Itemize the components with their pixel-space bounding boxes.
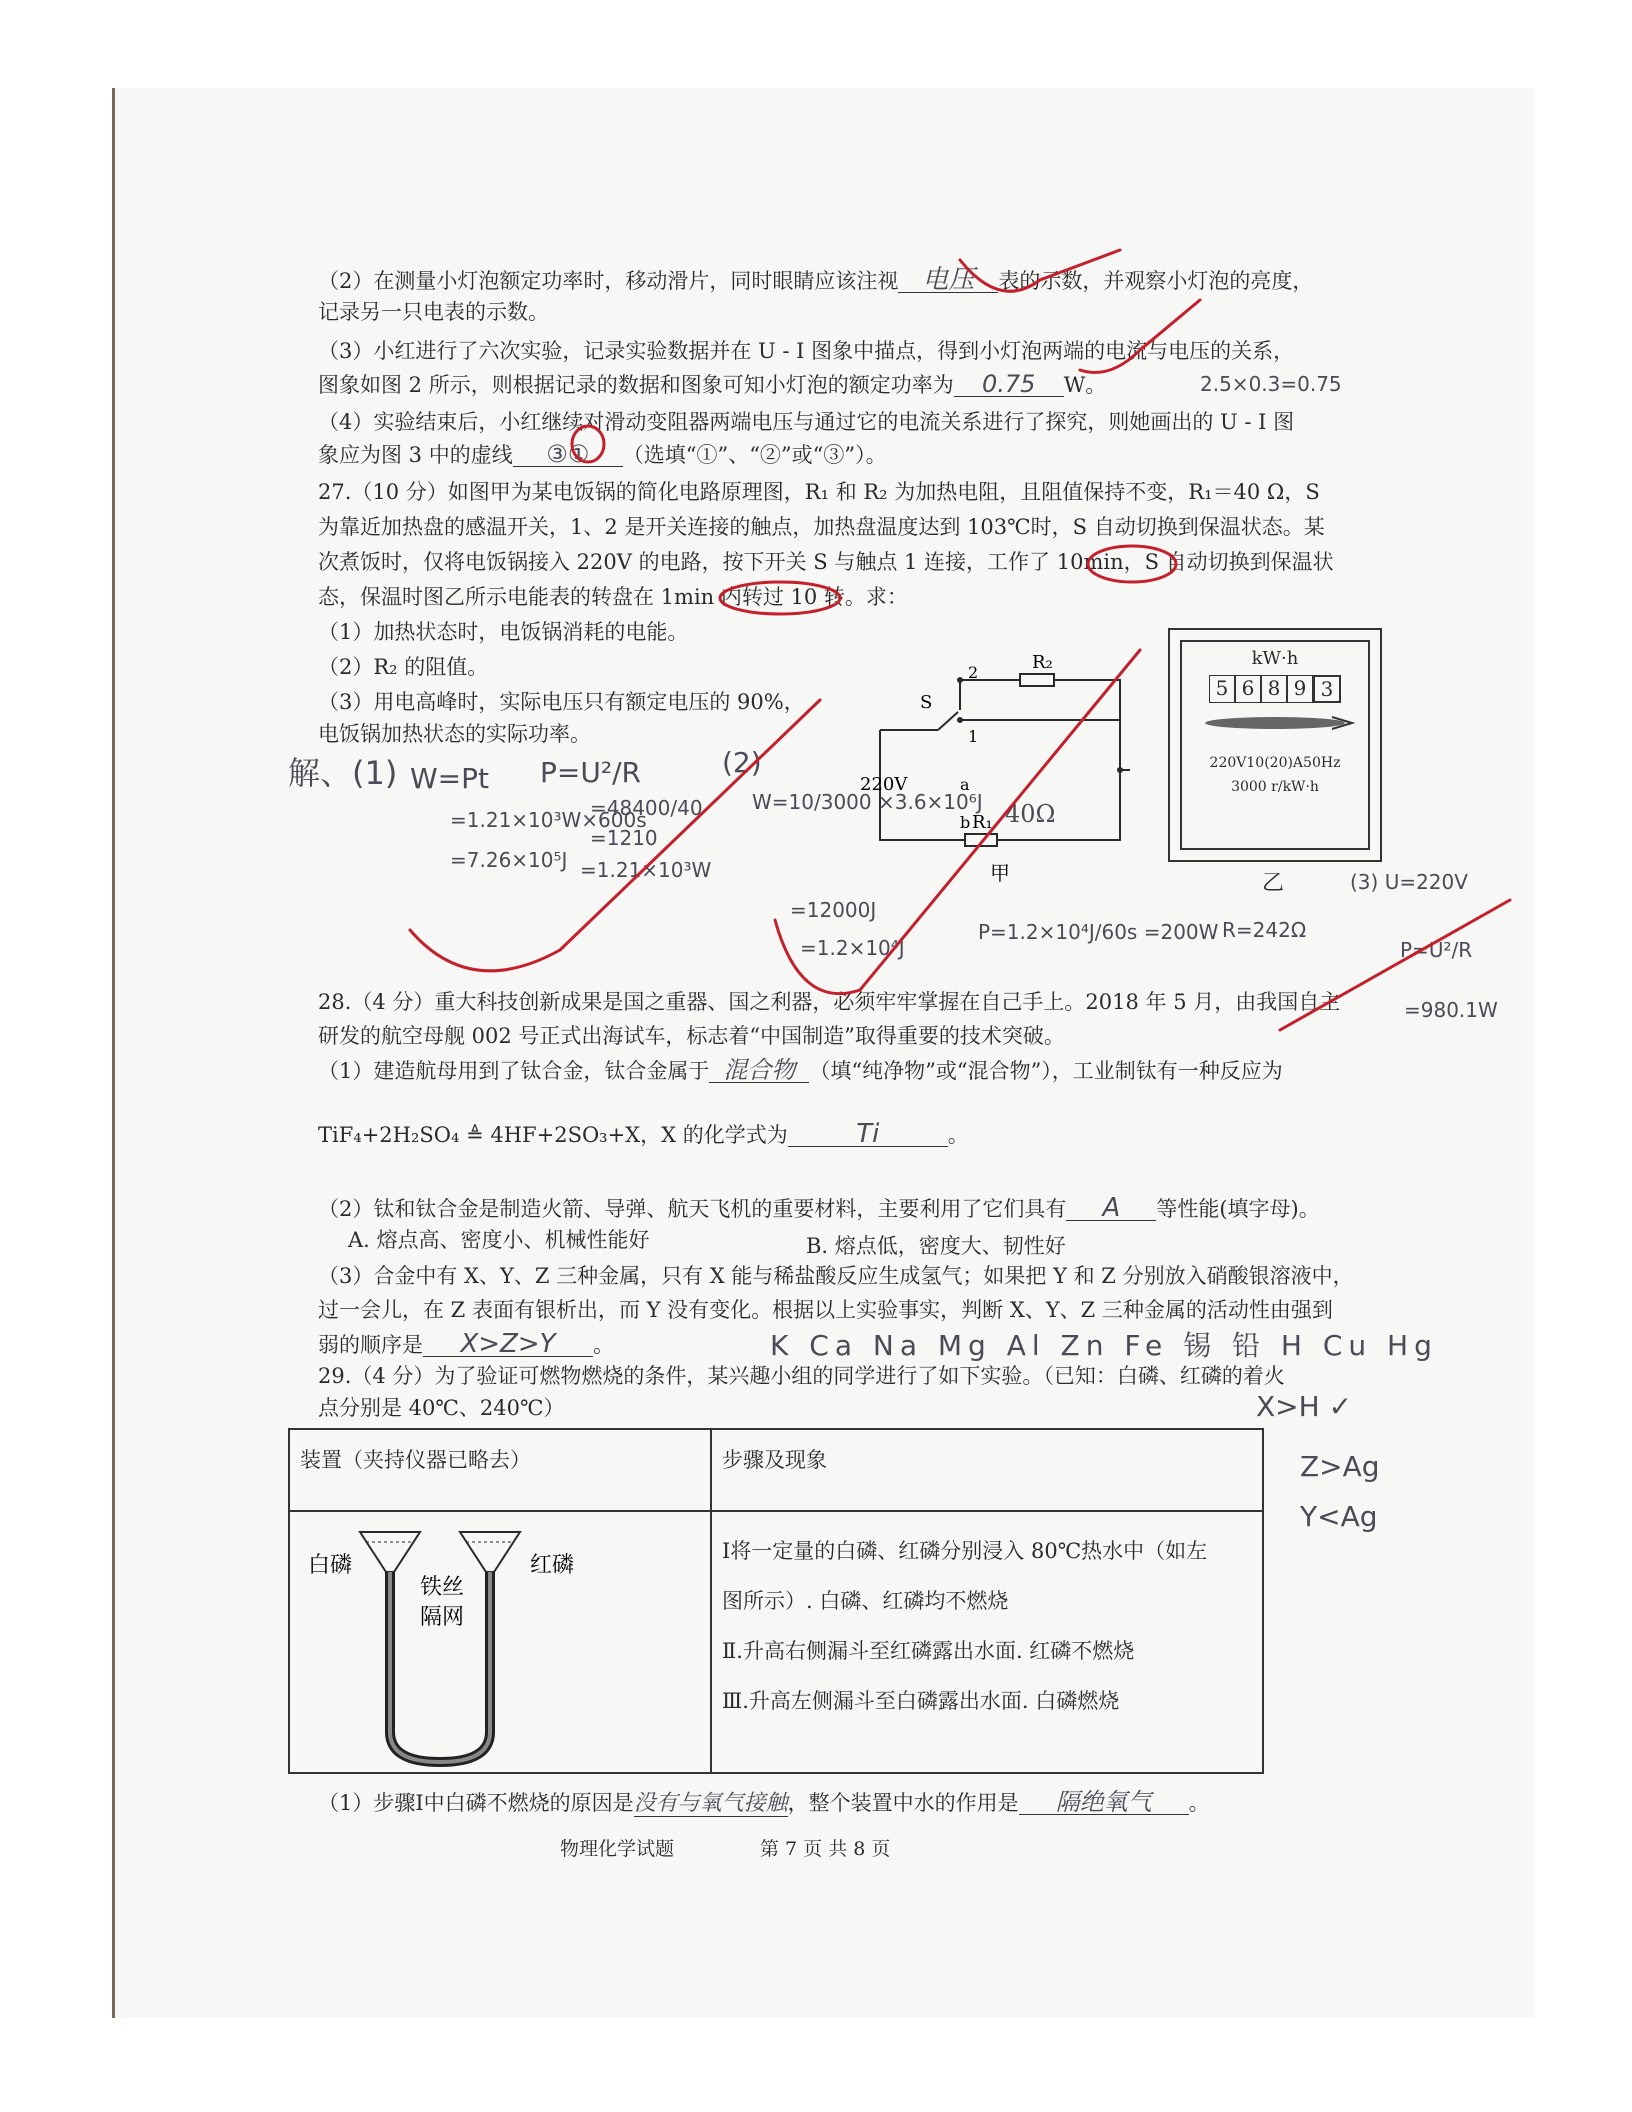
- label-terminal-b: b: [960, 813, 971, 832]
- meter-rate: 3000 r/kW·h: [1231, 779, 1319, 795]
- q28-sub-3-cont: 过一会儿，在 Z 表面有银析出，而 Y 没有变化。根据以上实验事实，判断 X、Y、Z 三种金属的活动性由强到: [318, 1298, 1333, 1322]
- step-3: Ⅲ.升高左侧漏斗至白磷露出水面. 白磷燃烧: [722, 1689, 1120, 1713]
- hw-p1a: =48400/40: [590, 796, 703, 820]
- hw-p1b: =1210: [590, 826, 658, 850]
- label-mesh: 隔网: [420, 1605, 465, 1630]
- hw-p3a: =980.1W: [1404, 998, 1498, 1022]
- q26-part3: （3）小红进行了六次实验，记录实验数据并在 U - I 图象中描点，得到小灯泡两端的电流与电压的关系，: [318, 339, 1295, 363]
- label-red-phosphorus: 红磷: [530, 1553, 575, 1578]
- q26-answer-3: 0.75: [954, 372, 1064, 397]
- hw-n2: (2): [722, 746, 762, 779]
- q27-stem-1: 27.（10 分）如图甲为某电饭锅的简化电路原理图，R₁ 和 R₂ 为加热电阻，且阻值保持不变，R₁＝40 Ω，S: [318, 480, 1320, 504]
- meter-digit: 9: [1287, 675, 1313, 703]
- q29-answer-1: 没有与氧气接触: [633, 1791, 788, 1816]
- hw-w2b: =1.2×10⁴J: [800, 936, 905, 960]
- label-contact-2: 2: [968, 663, 979, 682]
- label-white-phosphorus: 白磷: [308, 1553, 353, 1578]
- hw-side-2: Z>Ag: [1300, 1450, 1380, 1483]
- hw-w1b: =7.26×10⁵J: [450, 848, 568, 872]
- meter-digit: 6: [1235, 675, 1261, 703]
- label-r2: R₂: [1032, 652, 1053, 673]
- label-contact-1: 1: [968, 727, 979, 746]
- hw-w2a: =12000J: [790, 898, 877, 922]
- meter-digit: 8: [1261, 675, 1287, 703]
- hw-p2: P=1.2×10⁴J/60s =200W: [978, 920, 1219, 944]
- electric-meter-frame: [1168, 628, 1382, 862]
- meter-digit: 5: [1209, 675, 1235, 703]
- q29-stem-2: 点分别是 40℃、240℃）: [318, 1396, 565, 1420]
- q26-part4-cont: 象应为图 3 中的虚线 ③① （选填“①”、“②”或“③”）。: [318, 440, 887, 468]
- meter-disc-icon: [1182, 703, 1368, 743]
- table-header-apparatus: 装置（夹持仪器已略去）: [289, 1429, 711, 1511]
- label-switch: S: [920, 692, 933, 713]
- q29-sub-1: （1）步骤Ⅰ中白磷不燃烧的原因是没有与氧气接触，整个装置中水的作用是 隔绝氧气 。: [318, 1788, 1210, 1816]
- q28-sub-1: （1）建造航母用到了钛合金，钛合金属于 混合物 （填“纯净物”或“混合物”），工业制钛有一种反应为: [318, 1056, 1283, 1084]
- q28-equation: TiF₄+2H₂SO₄ ≜ 4HF+2SO₃+X，X 的化学式为 Ti 。: [318, 1119, 969, 1149]
- step-1-cont: 图所示）. 白磷、红磷均不燃烧: [722, 1589, 1009, 1613]
- footer-page-number: 第 7 页 共 8 页: [760, 1838, 891, 1860]
- table-header-steps: 步骤及现象: [711, 1429, 1263, 1511]
- step-1: Ⅰ将一定量的白磷、红磷分别浸入 80℃热水中（如左: [722, 1539, 1208, 1563]
- q29-answer-2: 隔绝氧气: [1019, 1790, 1189, 1815]
- hw-r: R=242Ω: [1222, 918, 1307, 942]
- q26-part4: （4）实验结束后，小红继续对滑动变阻器两端电压与通过它的电流关系进行了探究，则她画出的 U - I 图: [318, 410, 1295, 434]
- label-terminal-a: a: [960, 775, 970, 794]
- q27-stem-2: 为靠近加热盘的感温开关，1、2 是开关连接的触点，加热盘温度达到 103℃时，S 自动切换到保温状态。某: [318, 515, 1325, 539]
- q29-experiment-table: [288, 1428, 1264, 1774]
- q28-answer-formula: Ti: [788, 1122, 948, 1147]
- q28-option-a: A. 熔点高、密度小、机械性能好: [348, 1228, 650, 1252]
- hw-p1: P=U²/R: [540, 756, 641, 789]
- electric-meter: [1180, 640, 1370, 850]
- q28-option-b: B. 熔点低，密度大、韧性好: [806, 1234, 1066, 1258]
- q28-sub-3-end: 弱的顺序是 X>Z>Y 。: [318, 1329, 614, 1359]
- hw-r1-value: 40Ω: [1005, 800, 1056, 828]
- hw-p3: P=U²/R: [1400, 938, 1473, 962]
- hw-side-1: X>H ✓: [1256, 1390, 1353, 1423]
- q27-stem-4: 态，保温时图乙所示电能表的转盘在 1min 内转过 10 转。求：: [318, 585, 908, 609]
- q28-answer-1: 混合物: [709, 1058, 809, 1083]
- q28-answer-2: A: [1066, 1196, 1156, 1221]
- q28-answer-3: X>Z>Y: [423, 1332, 593, 1357]
- meter-digits: [1182, 675, 1368, 703]
- q27-sub-2: （2）R₂ 的阻值。: [318, 655, 489, 679]
- steps-cell: [711, 1511, 1263, 1773]
- q27-stem-3: 次煮饭时，仅将电饭锅接入 220V 的电路，按下开关 S 与触点 1 连接，工作了 10min，S 自动切换到保温状: [318, 550, 1334, 574]
- q26-side-calc: 2.5×0.3=0.75: [1200, 372, 1342, 396]
- hw-p1c: =1.21×10³W: [580, 858, 712, 882]
- hw-activity-series: K Ca Na Mg Al Zn Fe 锡 铅 H Cu Hg: [770, 1329, 1438, 1362]
- q26-part2: （2）在测量小灯泡额定功率时，移动滑片，同时眼睛应该注视 电压 表的示数，并观察小灯泡的亮度，: [318, 265, 1314, 295]
- apparatus-cell: [289, 1511, 711, 1773]
- hw-w1: W=Pt: [410, 762, 490, 795]
- figure-label-yi: 乙: [1262, 871, 1285, 896]
- q28-sub-2: （2）钛和钛合金是制造火箭、导弹、航天飞机的重要材料，主要利用了它们具有 A 等性能(填字母)。: [318, 1193, 1320, 1223]
- figure-label-jia: 甲: [990, 861, 1010, 885]
- hw-side-3: Y<Ag: [1300, 1500, 1378, 1533]
- q27-sub-3: （3）用电高峰时，实际电压只有额定电压的 90%，: [318, 690, 805, 714]
- step-2: Ⅱ.升高右侧漏斗至红磷露出水面. 红磷不燃烧: [722, 1639, 1135, 1663]
- q29-stem-1: 29.（4 分）为了验证可燃物燃烧的条件，某兴趣小组的同学进行了如下实验。（已知：白磷、红磷的着火: [318, 1364, 1285, 1388]
- label-wire: 铁丝: [420, 1575, 465, 1600]
- hw-w1a: =1.21×10³W×600s: [450, 808, 647, 832]
- q27-sub-1: （1）加热状态时，电饭锅消耗的电能。: [318, 620, 689, 644]
- q28-sub-3: （3）合金中有 X、Y、Z 三种金属，只有 X 能与稀盐酸反应生成氢气；如果把 Y 和 Z 分别放入硝酸银溶液中，: [318, 1264, 1354, 1288]
- q26-answer-4: ③①: [513, 442, 623, 467]
- q28-stem-1: 28.（4 分）重大科技创新成果是国之重器、国之利器，必须牢牢掌握在自己手上。2018 年 5 月，由我国自主: [318, 990, 1341, 1014]
- u-tube-apparatus: [290, 1512, 690, 1774]
- footer-title: 物理化学试题: [560, 1838, 675, 1860]
- q26-answer-2: 电压: [898, 268, 998, 293]
- q26-part3-cont: 图象如图 2 所示，则根据记录的数据和图象可知小灯泡的额定功率为 0.75 W。: [318, 370, 1107, 398]
- label-voltage: 220V: [860, 774, 908, 795]
- meter-spec: 220V10(20)A50Hz: [1209, 755, 1341, 771]
- hw-n3: (3) U=220V: [1350, 870, 1468, 894]
- meter-unit: kW·h: [1251, 648, 1299, 669]
- label-r1: R₁: [972, 812, 993, 833]
- q26-part2-cont: 记录另一只电表的示数。: [318, 300, 549, 324]
- hw-jie: 解、(1): [288, 754, 398, 792]
- q28-stem-2: 研发的航空母舰 002 号正式出海试车，标志着“中国制造”取得重要的技术突破。: [318, 1024, 1065, 1048]
- hw-w2: W=10/3000 ×3.6×10⁶J: [752, 790, 983, 814]
- q27-sub-3-cont: 电饭锅加热状态的实际功率。: [318, 722, 591, 746]
- meter-digit-decimal: 3: [1313, 675, 1341, 703]
- circuit-diagram: [860, 650, 1140, 890]
